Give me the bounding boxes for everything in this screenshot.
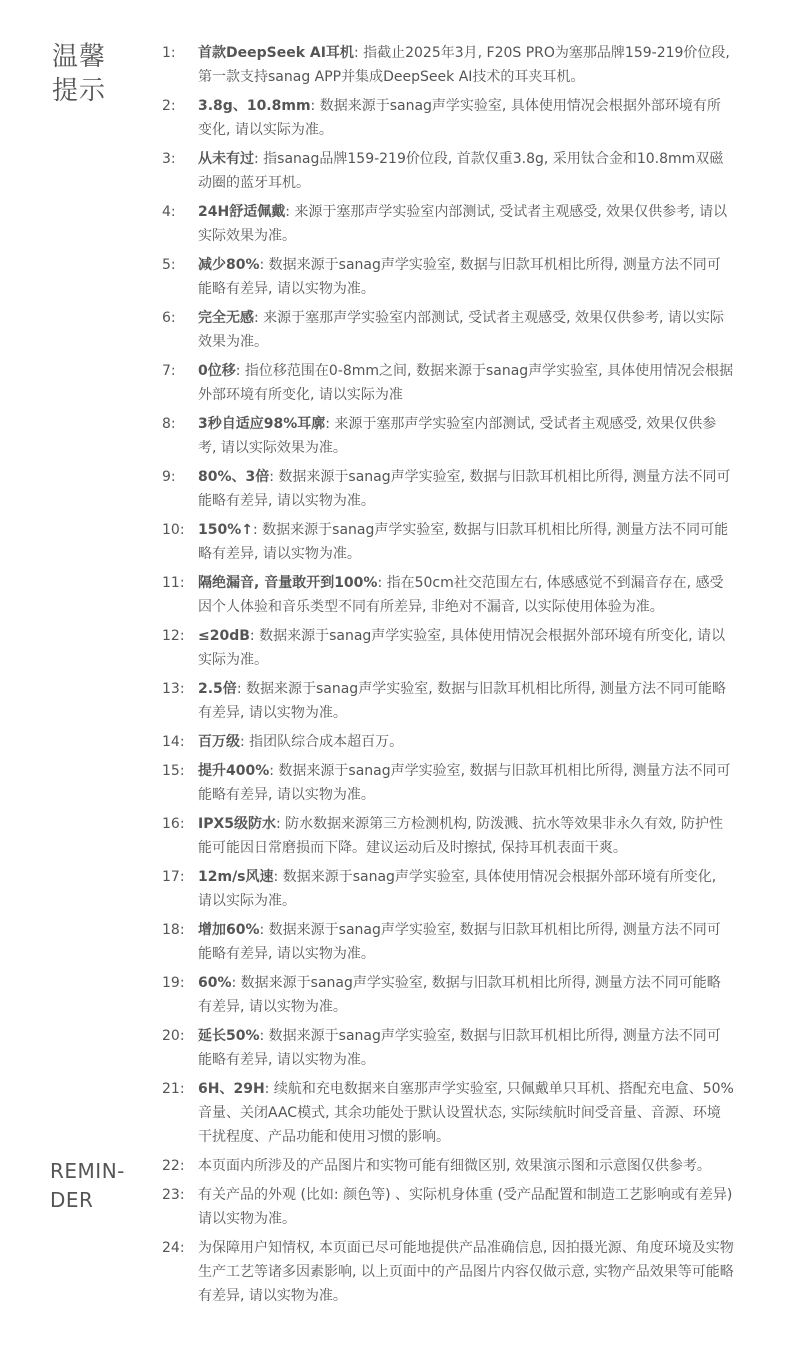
note-keyword: 3.8g、10.8mm xyxy=(198,98,311,114)
note-item xyxy=(162,759,734,807)
note-text: 为保障用户知情权, 本页面已尽可能地提供产品准确信息, 因拍摄光源、角度环境及实物生产工艺等诸多因素影响, 以上页面中的产品图片内容仅做示意, 实物产品效果等可能略有差异, 请以实物为准。 xyxy=(198,1240,734,1304)
note-keyword: ≤20dB xyxy=(198,628,250,644)
note-text: : 数据来源于sanag声学实验室, 数据与旧款耳机相比所得, 测量方法不同可能略有差异, 请以实物为准。 xyxy=(198,763,731,803)
note-text: : 指sanag品牌159-219价位段, 首款仅重3.8g, 采用钛合金和10.8mm双磁动圈的蓝牙耳机。 xyxy=(198,151,724,191)
note-keyword: 提升400% xyxy=(198,763,270,779)
note-item xyxy=(162,865,734,913)
note-body xyxy=(198,918,734,966)
note-number: 12: xyxy=(162,628,185,644)
note-keyword: 80%、3倍 xyxy=(198,469,270,485)
note-text: : 来源于塞那声学实验室内部测试, 受试者主观感受, 效果仅供参考, 请以实际效果为准。 xyxy=(198,310,724,350)
note-number: 20: xyxy=(162,1028,185,1044)
note-text: 有关产品的外观 (比如: 颜色等) 、实际机身体重 (受产品配置和制造工艺影响或有差异) 请以实物为准。 xyxy=(198,1187,733,1227)
note-number: 14: xyxy=(162,734,185,750)
note-item xyxy=(162,359,734,407)
note-number: 21: xyxy=(162,1081,185,1097)
note-number: 15: xyxy=(162,763,185,779)
note-item xyxy=(162,1154,734,1178)
note-body xyxy=(198,306,734,354)
note-item xyxy=(162,1024,734,1072)
note-number: 8: xyxy=(162,416,176,432)
note-text: : 数据来源于sanag声学实验室, 具体使用情况会根据外部环境有所变化, 请以实际为准。 xyxy=(198,869,717,909)
note-body xyxy=(198,518,734,566)
note-text: 本页面内所涉及的产品图片和实物可能有细微区别, 效果演示图和示意图仅供参考。 xyxy=(198,1158,711,1174)
note-item xyxy=(162,918,734,966)
note-number: 17: xyxy=(162,869,185,885)
note-text: : 数据来源于sanag声学实验室, 具体使用情况会根据外部环境有所变化, 请以实际为准。 xyxy=(198,98,721,138)
note-body xyxy=(198,253,734,301)
note-number: 11: xyxy=(162,575,185,591)
note-keyword: 隔绝漏音, 音量敢开到100% xyxy=(198,575,378,591)
note-text: : 来源于塞那声学实验室内部测试, 受试者主观感受, 效果仅供参考, 请以实际效果为准。 xyxy=(198,204,728,244)
reminder-notes-list xyxy=(162,41,734,1313)
note-item xyxy=(162,41,734,89)
note-item xyxy=(162,812,734,860)
note-item xyxy=(162,1183,734,1231)
note-keyword: 2.5倍 xyxy=(198,681,237,697)
note-body xyxy=(198,759,734,807)
note-number: 5: xyxy=(162,257,176,273)
note-number: 16: xyxy=(162,816,185,832)
note-text: : 数据来源于sanag声学实验室, 数据与旧款耳机相比所得, 测量方法不同可能略有差异, 请以实物为准。 xyxy=(198,681,726,721)
note-number: 22: xyxy=(162,1158,185,1174)
note-text: : 续航和充电数据来自塞那声学实验室, 只佩戴单只耳机、搭配充电盒、50%音量、关闭AAC模式, 其余功能处于默认设置状态, 实际续航时间受音量、音源、环境干扰程度、产品功能和使用习惯的影响。 xyxy=(198,1081,734,1145)
note-text: : 数据来源于sanag声学实验室, 具体使用情况会根据外部环境有所变化, 请以实际为准。 xyxy=(198,628,726,668)
note-body xyxy=(198,812,734,860)
note-number: 18: xyxy=(162,922,185,938)
note-keyword: 从未有过 xyxy=(198,151,254,167)
note-item xyxy=(162,306,734,354)
note-body xyxy=(198,41,734,89)
note-body xyxy=(198,571,734,619)
note-item xyxy=(162,147,734,195)
note-body xyxy=(198,465,734,513)
note-body xyxy=(198,200,734,248)
note-text: : 数据来源于sanag声学实验室, 数据与旧款耳机相比所得, 测量方法不同可能略有差异, 请以实物为准。 xyxy=(198,257,721,297)
note-body xyxy=(198,1154,734,1178)
reminder-title-chinese: 温馨 提示 xyxy=(52,42,107,106)
note-text: : 数据来源于sanag声学实验室, 数据与旧款耳机相比所得, 测量方法不同可能略有差异, 请以实物为准。 xyxy=(198,1028,721,1068)
note-body xyxy=(198,624,734,672)
note-item xyxy=(162,971,734,1019)
note-number: 7: xyxy=(162,363,176,379)
note-body xyxy=(198,412,734,460)
note-text: : 数据来源于sanag声学实验室, 数据与旧款耳机相比所得, 测量方法不同可能略有差异, 请以实物为准。 xyxy=(198,469,731,509)
note-text: : 防水数据来源第三方检测机构, 防泼溅、抗水等效果非永久有效, 防护性能可能因日常磨损而下降。建议运动后及时擦拭, 保持耳机表面干爽。 xyxy=(198,816,723,856)
note-keyword: 增加60% xyxy=(198,922,260,938)
note-body xyxy=(198,865,734,913)
note-number: 6: xyxy=(162,310,176,326)
note-number: 9: xyxy=(162,469,176,485)
note-number: 4: xyxy=(162,204,176,220)
note-keyword: 24H舒适佩戴 xyxy=(198,204,286,220)
note-text: : 数据来源于sanag声学实验室, 数据与旧款耳机相比所得, 测量方法不同可能略有差异, 请以实物为准。 xyxy=(198,922,721,962)
note-text: : 数据来源于sanag声学实验室, 数据与旧款耳机相比所得, 测量方法不同可能略有差异, 请以实物为准。 xyxy=(198,522,729,562)
note-keyword: 12m/s风速 xyxy=(198,869,274,885)
note-keyword: 百万级 xyxy=(198,734,240,750)
note-item xyxy=(162,1236,734,1308)
note-item xyxy=(162,518,734,566)
note-item xyxy=(162,412,734,460)
reminder-title-english: REMIN- DER xyxy=(50,1159,125,1212)
note-text: : 来源于塞那声学实验室内部测试, 受试者主观感受, 效果仅供参考, 请以实际效果为准。 xyxy=(198,416,717,456)
note-body xyxy=(198,359,734,407)
note-text: : 数据来源于sanag声学实验室, 数据与旧款耳机相比所得, 测量方法不同可能略有差异, 请以实物为准。 xyxy=(198,975,721,1015)
note-text: : 指截止2025年3月, F20S PRO为塞那品牌159-219价位段, 第一款支持sanag APP并集成DeepSeek AI技术的耳夹耳机。 xyxy=(198,45,730,85)
note-number: 19: xyxy=(162,975,185,991)
note-body xyxy=(198,1077,734,1149)
note-keyword: 减少80% xyxy=(198,257,260,273)
note-text: : 指位移范围在0-8mm之间, 数据来源于sanag声学实验室, 具体使用情况会根据外部环境有所变化, 请以实际为准 xyxy=(198,363,734,403)
note-body xyxy=(198,147,734,195)
note-number: 24: xyxy=(162,1240,185,1256)
note-number: 13: xyxy=(162,681,185,697)
note-number: 3: xyxy=(162,151,176,167)
note-item xyxy=(162,677,734,725)
note-body xyxy=(198,971,734,1019)
note-body xyxy=(198,730,734,754)
note-number: 1: xyxy=(162,45,176,61)
note-item xyxy=(162,1077,734,1149)
note-item xyxy=(162,571,734,619)
note-text: : 指团队综合成本超百万。 xyxy=(240,734,404,750)
note-body xyxy=(198,1236,734,1308)
note-keyword: 60% xyxy=(198,975,232,991)
note-keyword: IPX5级防水 xyxy=(198,816,277,832)
note-keyword: 完全无感 xyxy=(198,310,254,326)
note-number: 2: xyxy=(162,98,176,114)
note-keyword: 0位移 xyxy=(198,363,236,379)
note-item xyxy=(162,730,734,754)
note-keyword: 延长50% xyxy=(198,1028,260,1044)
note-body xyxy=(198,1024,734,1072)
note-keyword: 3秒自适应98%耳廓 xyxy=(198,416,326,432)
note-item xyxy=(162,624,734,672)
note-number: 10: xyxy=(162,522,185,538)
note-number: 23: xyxy=(162,1187,185,1203)
note-item xyxy=(162,253,734,301)
note-body xyxy=(198,94,734,142)
note-item xyxy=(162,465,734,513)
note-text: : 指在50cm社交范围左右, 体感感觉不到漏音存在, 感受因个人体验和音乐类型不同有所差异, 非绝对不漏音, 以实际使用体验为准。 xyxy=(198,575,724,615)
note-keyword: 150%↑ xyxy=(198,522,253,538)
note-item xyxy=(162,200,734,248)
note-keyword: 6H、29H xyxy=(198,1081,265,1097)
note-body xyxy=(198,1183,734,1231)
note-item xyxy=(162,94,734,142)
note-keyword: 首款DeepSeek AI耳机 xyxy=(198,45,354,61)
note-body xyxy=(198,677,734,725)
